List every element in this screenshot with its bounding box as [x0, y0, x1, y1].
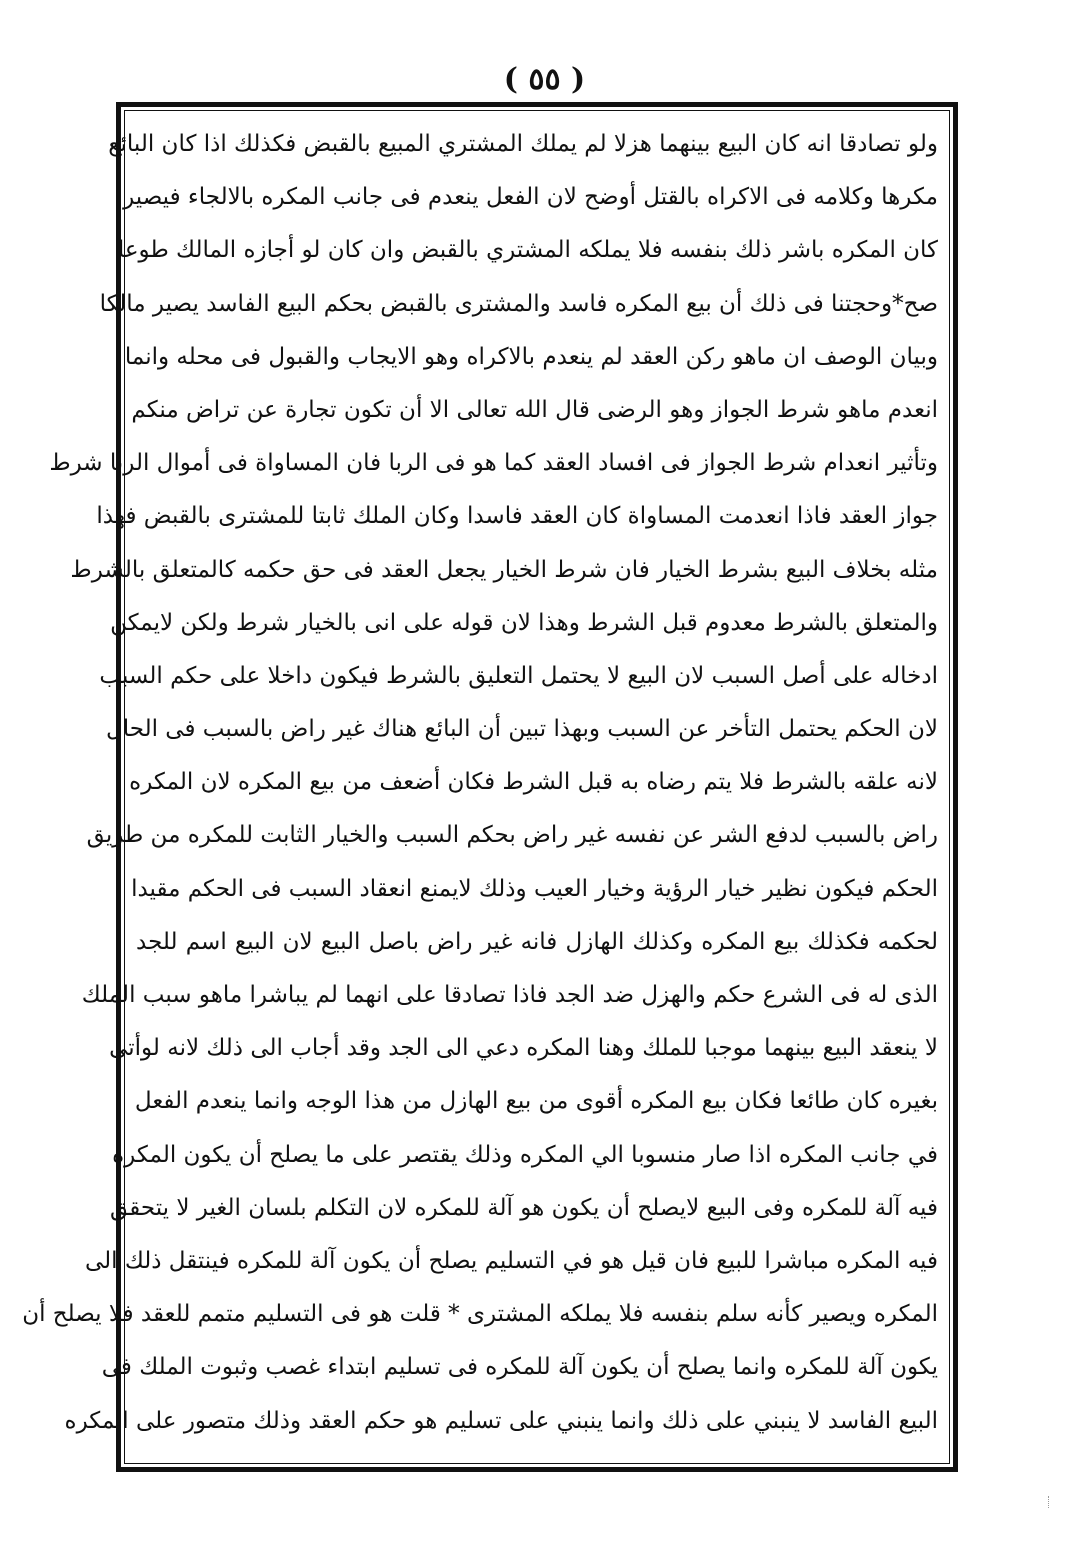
text-line: مثله بخلاف البيع بشرط الخيار فان شرط الخيار يجعل العقد فى حق حكمه كالمتعلق بالشرط — [70, 556, 938, 583]
page-number: ( ٥٥ ) — [503, 62, 586, 97]
text-line: لانه علقه بالشرط فلا يتم رضاه به قبل الشرط فكان أضعف من بيع المكره لان المكره — [129, 769, 938, 796]
text-line: وبيان الوصف ان ماهو ركن العقد لم ينعدم بالاكراه وهو الايجاب والقبول فى محله وانما — [124, 343, 938, 370]
text-line: انعدم ماهو شرط الجواز وهو الرضى قال الله تعالى الا أن تكون تجارة عن تراض منكم — [131, 396, 938, 423]
text-line: مكرها وكلامه فى الاكراه بالقتل أوضح لان الفعل ينعدم فى جانب المكره بالالجاء فيصير — [123, 184, 938, 211]
text-line: فيه آلة للمكره وفى البيع لايصلح أن يكون هو آلة للمكره لان التكلم بلسان الغير لا يتحقق — [110, 1194, 938, 1221]
text-line: لا ينعقد البيع بينهما موجبا للملك وهنا المكره دعي الى الجد وقد أجاب الى ذلك لانه لوأتى — [109, 1035, 938, 1062]
text-line: يكون آلة للمكره وانما يصلح أن يكون آلة للمكره فى تسليم ابتداء غصب وثبوت الملك فى — [101, 1354, 938, 1381]
text-line: راض بالسبب لدفع الشر عن نفسه غير راض بحكم السبب والخيار الثابت للمكره من طريق — [86, 822, 938, 849]
body-text — [22, 118, 942, 1458]
text-line: الحكم فيكون نظير خيار الرؤية وخيار العيب وذلك لايمنع انعقاد السبب فى الحكم مقيدا — [131, 875, 938, 902]
text-line: كان المكره باشر ذلك بنفسه فلا يملكه المشتري بالقبض وان كان لو أجازه المالك طوعا — [117, 237, 938, 264]
text-line: فيه المكره مباشرا للبيع فان قيل هو في التسليم يصلح أن يكون آلة للمكره فينتقل ذلك الى — [84, 1247, 938, 1274]
text-line: ولو تصادقا انه كان البيع بينهما هزلا لم يملك المشتري المبيع بالقبض فكذلك اذا كان البائع — [108, 131, 938, 157]
text-line: والمتعلق بالشرط معدوم قبل الشرط وهذا لان قوله على انى بالخيار شرط ولكن لايمكن — [110, 609, 938, 636]
text-line: الذى له فى الشرع حكم والهزل ضد الجد فاذا تصادقا على انهما لم يباشرا ماهو سبب الملك — [81, 982, 938, 1008]
text-line: المكره ويصير كأنه سلم بنفسه فلا يملكه المشترى * قلت هو فى التسليم متمم للعقد فلا يصلح أن — [22, 1301, 938, 1328]
text-line: لحكمه فكذلك بيع المكره وكذلك الهازل فانه غير راض باصل البيع لان البيع اسم للجد — [136, 928, 938, 955]
text-line: ادخاله على أصل السبب لان البيع لا يحتمل التعليق بالشرط فيكون داخلا على حكم السبب — [99, 662, 938, 689]
text-line: صح*وحجتنا فى ذلك أن بيع المكره فاسد والمشترى بالقبض بحكم البيع الفاسد يصير مالكا — [99, 290, 938, 317]
text-line: البيع الفاسد لا ينبني على ذلك وانما ينبني على تسليم هو حكم العقد وذلك متصور على المكره — [64, 1407, 938, 1434]
text-line: في جانب المكره اذا صار منسوبا الي المكره وذلك يقتصر على ما يصلح أن يكون المكره — [112, 1141, 938, 1168]
margin-mark — [1048, 1496, 1052, 1508]
text-line: جواز العقد فاذا انعدمت المساواة كان العقد فاسدا وكان الملك ثابتا للمشترى بالقبض فهذا — [96, 503, 938, 530]
text-line: وتأثير انعدام شرط الجواز فى افساد العقد كما هو فى الربا فان المساواة فى أموال الربا شرط — [49, 450, 938, 477]
text-line: بغيره كان طائعا فكان بيع المكره أقوى من بيع الهازل من هذا الوجه وانما ينعدم الفعل — [134, 1088, 938, 1115]
text-line: لان الحكم يحتمل التأخر عن السبب وبهذا تبين أن البائع هناك غير راض بالسبب فى الحال — [106, 716, 938, 743]
